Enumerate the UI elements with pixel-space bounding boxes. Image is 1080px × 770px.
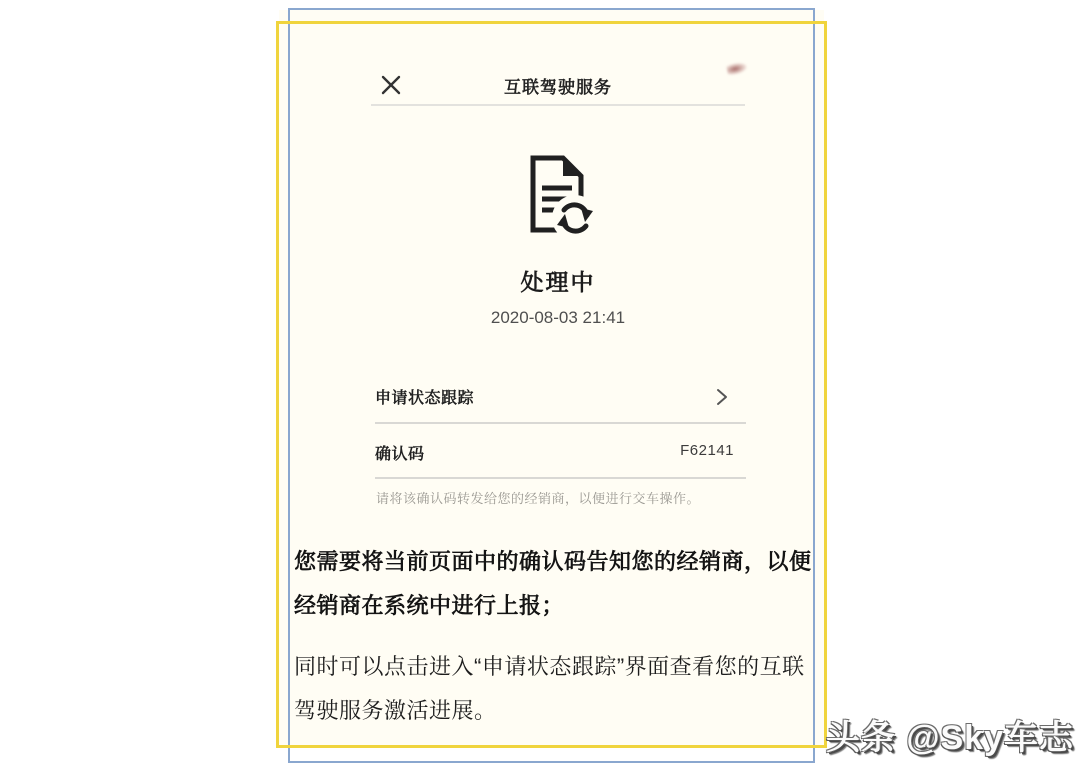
status-tracking-label: 申请状态跟踪 xyxy=(375,390,475,407)
document-sync-icon xyxy=(509,146,605,242)
watermark-text: 头条 @Sky车志 xyxy=(825,719,1074,757)
note-paragraph-dealer: 您需要将当前页面中的确认码告知您的经销商，以便经销商在系统中进行上报； xyxy=(294,549,812,618)
confirmation-code-value: F62141 xyxy=(680,442,734,459)
confirmation-code-label: 确认码 xyxy=(375,446,425,463)
chevron-right-icon xyxy=(716,387,728,407)
note-paragraph-tracking: 同时可以点击进入“申请状态跟踪”界面查看您的互联驾驶服务激活进展。 xyxy=(294,654,805,723)
confirmation-code-hint: 请将该确认码转发给您的经销商，以便进行交车操作。 xyxy=(376,491,701,506)
row-status-tracking[interactable] xyxy=(375,385,746,411)
page-title: 互联驾驶服务 xyxy=(504,78,612,97)
status-text: 处理中 xyxy=(520,269,596,295)
row-divider xyxy=(375,422,746,424)
row-confirmation-code xyxy=(375,441,746,465)
header-divider xyxy=(371,104,745,106)
row-divider xyxy=(375,477,746,479)
status-timestamp: 2020-08-03 21:41 xyxy=(490,308,626,327)
